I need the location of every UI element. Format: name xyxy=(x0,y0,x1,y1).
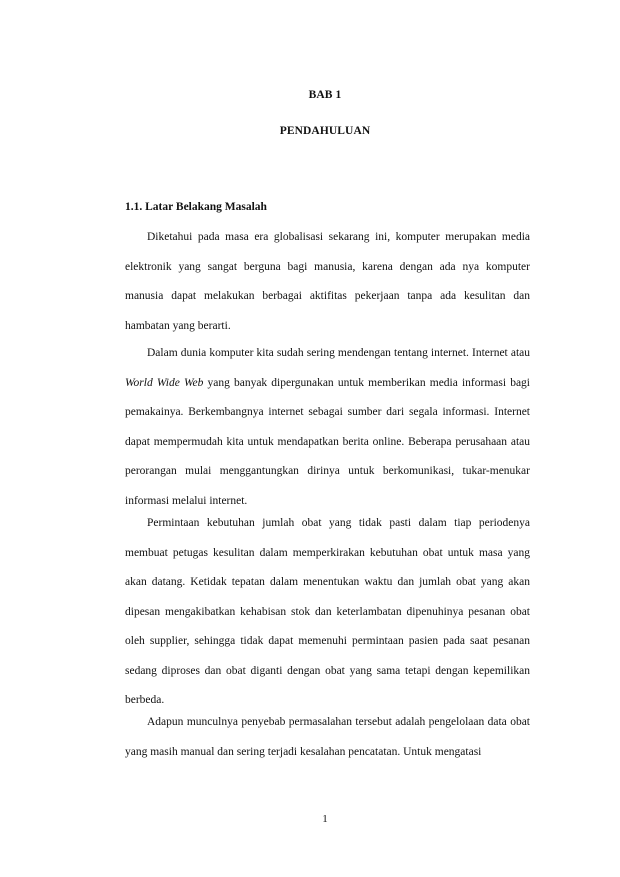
paragraph-2 xyxy=(125,339,530,516)
page-number: 1 xyxy=(322,813,328,825)
chapter-number: BAB 1 xyxy=(308,89,342,101)
paragraph-3: Permintaan kebutuhan jumlah obat yang tidak pasti dalam tiap periodenya membuat petugas kesulitan dalam memperkirakan kebutuhan obat untuk masa yang akan datang. Ketidak tepatan dalam menentukan waktu dan jumlah obat yang akan dipesan mengakibatkan kehabisan stok dan keterlambatan dipenuhinya pesanan obat oleh supplier, sehingga tidak dapat memenuhi permintaan pasien pada saat pesanan sedang diproses dan obat diganti dengan obat yang sama tetapi dengan kepemilikan berbeda. xyxy=(125,517,530,706)
section-title: 1.1. Latar Belakang Masalah xyxy=(125,201,267,213)
chapter-title: PENDAHULUAN xyxy=(279,125,371,137)
paragraph-4: Adapun munculnya penyebab permasalahan tersebut adalah pengelolaan data obat yang masih manual dan sering terjadi kesalahan pencatatan. Untuk mengatasi xyxy=(125,716,530,758)
paragraph-2-text-end: yang banyak dipergunakan untuk memberikan media informasi bagi pemakainya. Berkembangnya internet sebagai sumber dari segala informasi. Internet dapat mempermudah kita untuk mendapatkan berita online. Beberapa perusahaan atau perorangan mulai menggantungkan dirinya untuk berkomunikasi, tukar-menukar informasi melalui internet. xyxy=(125,376,530,507)
paragraph-1: Diketahui pada masa era globalisasi sekarang ini, komputer merupakan media elektronik yang sangat berguna bagi manusia, karena dengan ada nya komputer manusia dapat melakukan berbagai aktifitas pekerjaan tanpa ada kesulitan dan hambatan yang berarti. xyxy=(125,231,530,332)
paragraph-2-text-start: Dalam dunia komputer kita sudah sering mendengan tentang internet. Internet atau xyxy=(147,347,530,359)
paragraph-2-italic-term: World Wide Web xyxy=(125,376,204,389)
